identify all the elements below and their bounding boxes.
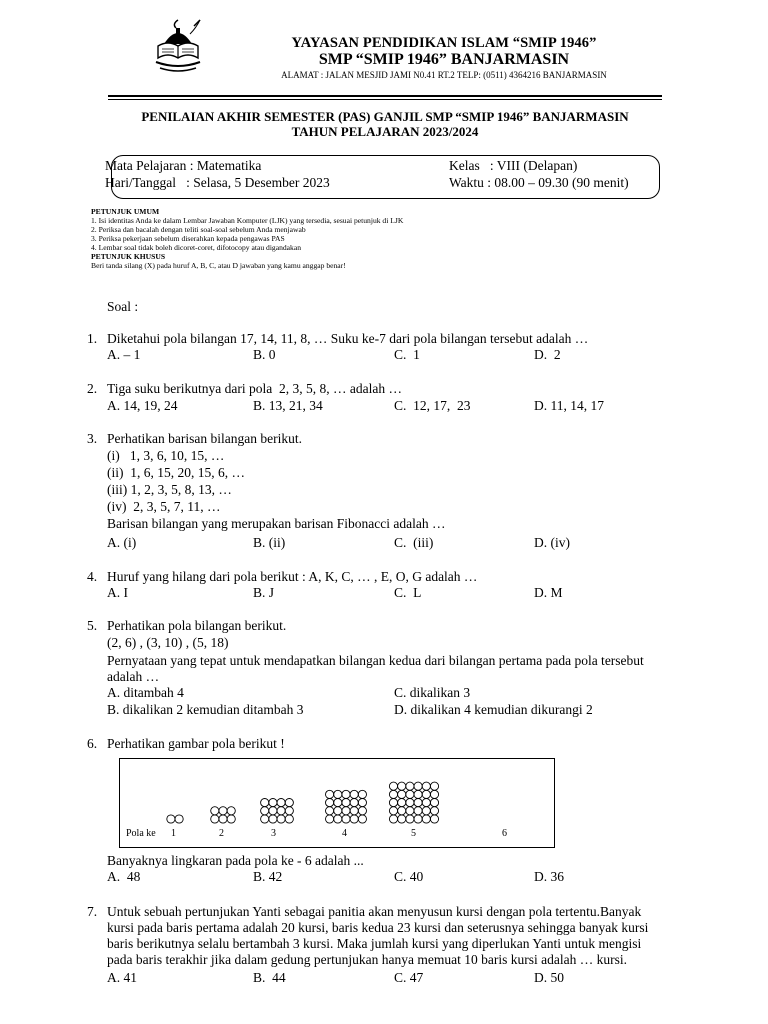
pattern-circle <box>334 815 342 823</box>
pattern-circle <box>389 782 397 790</box>
pattern-number: 1 <box>171 828 176 839</box>
question-text: Perhatikan gambar pola berikut ! <box>107 736 285 751</box>
subject: Mata Pelajaran : Matematika <box>105 158 262 173</box>
pattern-circle <box>342 799 350 807</box>
option-a[interactable]: A. ditambah 4 <box>107 685 184 700</box>
option-d[interactable]: D. 11, 14, 17 <box>534 398 604 413</box>
option-c[interactable]: C. 40 <box>394 869 424 884</box>
exam-time: Waktu : 08.00 – 09.30 (90 menit) <box>449 175 629 190</box>
pattern-circle <box>211 815 219 823</box>
pattern-circle <box>342 807 350 815</box>
special-instruction: Beri tanda silang (X) pada huruf A, B, C, atau D jawaban yang kamu anggap benar! <box>91 261 346 270</box>
pattern-circle <box>277 799 285 807</box>
question-prompt: Barisan bilangan yang merupakan barisan Fibonacci adalah … <box>107 516 446 531</box>
figure-label: Pola ke <box>126 828 156 839</box>
option-a[interactable]: A. 14, 19, 24 <box>107 398 178 413</box>
pattern-number: 6 <box>502 828 507 839</box>
pattern-circle <box>358 815 366 823</box>
pattern-circle <box>342 790 350 798</box>
pattern-circle <box>227 815 235 823</box>
pattern-circle <box>430 782 438 790</box>
pattern-circle <box>406 815 414 823</box>
option-c[interactable]: C. 1 <box>394 347 420 362</box>
question-prompt: Pernyataan yang tepat untuk mendapatkan bilangan kedua dari bilangan pertama pada pola tersebut <box>107 653 644 668</box>
school-logo <box>150 16 206 78</box>
pattern-circle <box>334 807 342 815</box>
pattern-pairs: (2, 6) , (3, 10) , (5, 18) <box>107 635 229 650</box>
question-text: Perhatikan barisan bilangan berikut. <box>107 431 302 446</box>
pattern-circle <box>398 815 406 823</box>
pattern-circle <box>211 807 219 815</box>
pattern-circle <box>342 815 350 823</box>
pattern-circle <box>219 807 227 815</box>
circle-patterns <box>119 758 553 846</box>
pattern-circle <box>406 807 414 815</box>
pattern-circle <box>358 790 366 798</box>
pattern-circle <box>430 790 438 798</box>
pattern-circle <box>414 790 422 798</box>
pattern-circle <box>227 807 235 815</box>
question-prompt-cont: adalah … <box>107 669 160 684</box>
school-address: ALAMAT : JALAN MESJID JAMI N0.41 RT.2 TELP: (0511) 4364216 BANJARMASIN <box>281 70 607 80</box>
pattern-circle <box>277 815 285 823</box>
pattern-circle <box>406 782 414 790</box>
sequence-item: (i) 1, 3, 6, 10, 15, … <box>107 448 225 463</box>
question-number: 6. <box>87 736 98 751</box>
sequence-item: (ii) 1, 6, 15, 20, 15, 6, … <box>107 465 245 480</box>
option-a[interactable]: A. – 1 <box>107 347 141 362</box>
pattern-circle <box>398 807 406 815</box>
question-number: 3. <box>87 431 98 446</box>
question-number: 1. <box>87 331 98 346</box>
pattern-circle <box>422 815 430 823</box>
pattern-circle <box>175 815 183 823</box>
option-d[interactable]: D. M <box>534 585 563 600</box>
question-number: 7. <box>87 904 98 919</box>
instruction-item: 4. Lembar soal tidak boleh dicoret-coret, difotocopy atau digandakan <box>91 243 302 252</box>
pattern-circle <box>389 807 397 815</box>
exam-title: PENILAIAN AKHIR SEMESTER (PAS) GANJIL SMP “SMIP 1946” BANJARMASIN <box>141 109 629 124</box>
pattern-circle <box>350 790 358 798</box>
pattern-number: 4 <box>342 828 347 839</box>
pattern-circle <box>406 790 414 798</box>
option-c[interactable]: C. 47 <box>394 970 424 985</box>
pattern-circle <box>326 815 334 823</box>
general-instructions <box>91 207 403 270</box>
option-d[interactable]: D. 36 <box>534 869 564 884</box>
pattern-circle <box>422 782 430 790</box>
pattern-circle <box>389 790 397 798</box>
pattern-circle <box>398 790 406 798</box>
soal-label: Soal : <box>107 299 139 314</box>
general-instructions-title: PETUNJUK UMUM <box>91 207 160 216</box>
option-b[interactable]: B. J <box>253 585 275 600</box>
pattern-circle <box>326 807 334 815</box>
pattern-circle <box>350 807 358 815</box>
option-d[interactable]: D. (iv) <box>534 535 570 550</box>
pattern-circle <box>269 807 277 815</box>
question-text-line: kursi pada baris pertama adalah 20 kursi, baris kedua 23 kursi dan seterusnya sehingga banyak kursi <box>107 920 649 935</box>
pattern-circle <box>422 807 430 815</box>
option-a[interactable]: A. 41 <box>107 970 137 985</box>
option-a[interactable]: A. (i) <box>107 535 137 550</box>
pattern-number: 3 <box>271 828 276 839</box>
question-number: 2. <box>87 381 98 396</box>
exam-year: TAHUN PELAJARAN 2023/2024 <box>291 124 479 139</box>
question-text-line: pada baris terakhir jika dalam gedung pertunjukan hanya memuat 10 baris kursi adalah … kursi. <box>107 952 627 967</box>
pattern-circle <box>398 799 406 807</box>
option-a[interactable]: A. I <box>107 585 128 600</box>
option-a[interactable]: A. 48 <box>107 869 141 884</box>
pattern-circle <box>430 799 438 807</box>
pattern-circle <box>430 815 438 823</box>
pattern-circle <box>261 807 269 815</box>
pattern-circle <box>358 807 366 815</box>
foundation-name: YAYASAN PENDIDIKAN ISLAM “SMIP 1946” <box>291 35 597 51</box>
instruction-item: 3. Periksa pekerjaan sebelum diserahkan kepada pengawas PAS <box>91 234 285 243</box>
header-divider-thin <box>108 99 662 100</box>
pattern-circle <box>285 807 293 815</box>
pattern-circle <box>358 799 366 807</box>
pattern-circle <box>277 807 285 815</box>
question-text: Huruf yang hilang dari pola berikut : A, K, C, … , E, O, G adalah … <box>107 569 478 584</box>
pattern-circle <box>261 815 269 823</box>
option-b[interactable]: B. dikalikan 2 kemudian ditambah 3 <box>107 702 304 717</box>
pattern-circle <box>285 799 293 807</box>
question-text-line: baris berikutnya selalu bertambah 3 kursi. Maka jumlah kursi yang diperlukan Yanti untuk mengisi <box>107 936 642 951</box>
pattern-circle <box>422 799 430 807</box>
pattern-circle <box>414 782 422 790</box>
header-divider <box>108 95 662 97</box>
pattern-circle <box>269 815 277 823</box>
pattern-circle <box>285 815 293 823</box>
sequence-item: (iv) 2, 3, 5, 7, 11, … <box>107 499 221 514</box>
pattern-circle <box>414 807 422 815</box>
pattern-circle <box>261 799 269 807</box>
pattern-circle <box>269 799 277 807</box>
option-b[interactable]: B. 44 <box>253 970 286 985</box>
class-level: Kelas : VIII (Delapan) <box>449 158 578 173</box>
special-instructions-title: PETUNJUK KHUSUS <box>91 252 166 261</box>
pattern-circle <box>350 799 358 807</box>
option-b[interactable]: B. (ii) <box>253 535 286 550</box>
option-c[interactable]: C. dikalikan 3 <box>394 685 471 700</box>
option-c[interactable]: C. (iii) <box>394 535 434 550</box>
pattern-circle <box>326 799 334 807</box>
question-text-line: Untuk sebuah pertunjukan Yanti sebagai panitia akan menyusun kursi dengan pola tertentu.Banyak <box>107 904 642 919</box>
pattern-circle <box>219 815 227 823</box>
pattern-circle <box>350 815 358 823</box>
pattern-number: 2 <box>219 828 224 839</box>
pattern-circle <box>389 799 397 807</box>
pattern-circle <box>334 790 342 798</box>
option-c[interactable]: C. L <box>394 585 422 600</box>
pattern-circle <box>334 799 342 807</box>
pattern-circle <box>430 807 438 815</box>
option-c[interactable]: C. 12, 17, 23 <box>394 398 471 413</box>
instruction-item: 2. Periksa dan bacalah dengan teliti soal-soal sebelum Anda menjawab <box>91 225 306 234</box>
school-name: SMP “SMIP 1946” BANJARMASIN <box>318 51 570 68</box>
pattern-circle <box>398 782 406 790</box>
pattern-circle <box>406 799 414 807</box>
question-text: Tiga suku berikutnya dari pola 2, 3, 5, 8, … adalah … <box>107 381 402 396</box>
question-text: Diketahui pola bilangan 17, 14, 11, 8, … Suku ke-7 dari pola bilangan tersebut adalah … <box>107 331 589 346</box>
option-b[interactable]: B. 42 <box>253 869 283 884</box>
question-text: Perhatikan pola bilangan berikut. <box>107 618 287 633</box>
option-d[interactable]: D. 2 <box>534 347 561 362</box>
option-d[interactable]: D. dikalikan 4 kemudian dikurangi 2 <box>394 702 593 717</box>
pattern-number: 5 <box>411 828 416 839</box>
question-prompt: Banyaknya lingkaran pada pola ke - 6 adalah ... <box>107 853 364 868</box>
exam-date: Hari/Tanggal : Selasa, 5 Desember 2023 <box>105 175 330 190</box>
pattern-circle <box>422 790 430 798</box>
question-number: 4. <box>87 569 98 584</box>
option-b[interactable]: B. 13, 21, 34 <box>253 398 323 413</box>
pattern-circle <box>414 799 422 807</box>
instruction-item: 1. Isi identitas Anda ke dalam Lembar Jawaban Komputer (LJK) yang tersedia, sesuai petunjuk di LJK <box>91 216 404 225</box>
pattern-circle <box>167 815 175 823</box>
option-b[interactable]: B. 0 <box>253 347 276 362</box>
pattern-circle <box>414 815 422 823</box>
sequence-item: (iii) 1, 2, 3, 5, 8, 13, … <box>107 482 232 497</box>
pattern-circle <box>389 815 397 823</box>
question-number: 5. <box>87 618 98 633</box>
pattern-circle <box>326 790 334 798</box>
option-d[interactable]: D. 50 <box>534 970 564 985</box>
